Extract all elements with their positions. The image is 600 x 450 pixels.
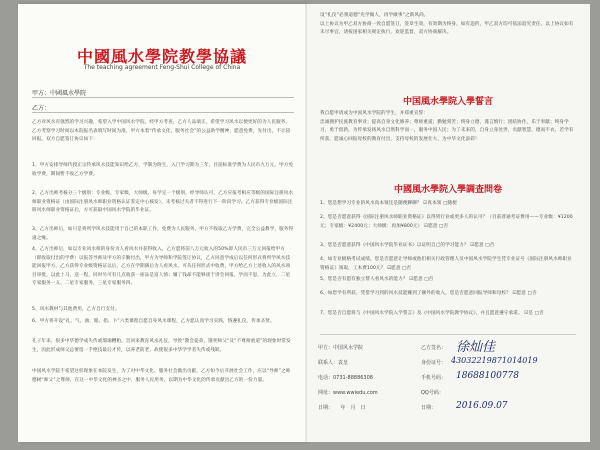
handwritten-date: 2016.09.07 [456,401,508,411]
agreement-item-5: 5、风水教材与其他费用，乙方自行支付。 [32,307,120,312]
survey-item-4: 4、如专业级格考试成绩，您是否愿意让导师或他们相关行政管理人员中国风水学院学生凭专业证号《国际注册风水师职业资格证》领取，工本费100元？ ☑愿意 □否 [320,257,572,271]
party-a-line [32,97,294,98]
oath-title: 中国風水學院入學誓言 [402,97,493,107]
party-b: 乙方： [32,105,51,112]
agreement-item-6: 6、甲方将开设“礼、气、曲、眼、指、卜”六类课程自愿自身风水课程，乙方愿认真学习实践，恪遵礼仪，传承圣贤。 [32,319,275,324]
party-a-date: 日期： 年 月 日 [318,405,366,411]
survey-item-5: 5、您是否有愿有独立帮人看风水的能力？ ☑愿意 □否 [320,277,434,282]
party-a: 甲方：中國風水學院 [32,90,87,97]
party-b-id-label: 身份证号： [421,360,447,366]
page-fold [305,4,307,442]
survey-item-2: 2、您是否愿意获得《国际注册风水师职业资格证》以得到行业或更多人的认可？（目前普通考证费用——专业级：¥1200元；专家级：¥2400元；大师级：再加¥800元） ☑愿意 □否 [320,215,573,229]
party-b-sign-label: 乙方签名： [421,345,447,351]
party-a-phone: 电话：0731-88886308 [318,375,373,381]
survey-item-1: 1、您是想学习专业的风水真本领还是随便聊聊？ ☑真本领 □随便 [320,201,457,206]
agreement-subtitle: The teaching agreement Feng-Shui College of China [83,64,241,71]
survey-item-6: 6、如您学有所获，凭借学习到的风水技能赚到了额外的收入，您是否愿意回报导师和母校？ ☑愿意 □否 [320,291,537,296]
survey-item-3: 3、您是否愿意获得《中国风水学院毕业证书》以证明自己的学习能力？ ☑愿意 □否 [320,243,495,248]
agreement-page-left [18,4,306,442]
party-b-line [32,112,294,113]
party-b-date-label: 日期： [421,405,437,411]
agreement-closing: 设“礼仪”必须道德“先学做人，再学做事”之新风尚。 以上协议为甲乙双方协商一致自愿签订，签章生效，有效期为终身，如有违约，甲乙双方均可依法追究责任。以上协议如有未尽事宜，请按国家相关规定执行，欢迎监督，双方协商解决。 [320,13,574,36]
party-a-web: 网址：www.wwiedu.com [318,390,378,396]
oath-text: 我自愿申请成为中国风水学院的学生，并郑重宣誓： 忠诚拥护民族教育事业；提高自身文化修养；尊师重道；勤勉刻苦；终身立德，谨言慎行；团结协作，乐于奉献；终身学习，勇于创新，为传承发扬风水自然科学而一，服务中国人民；为了未来的，自身立身处世，贡献智慧，德而不衣，若学有所获，愿诚心回报母校的教育付出，支持母校的发展壮大，为中华文化添彩！ [320,111,574,142]
agreement-item-1: 1、甲方安排导师传授正宗传承风水技能知识给乙方，学制为终生，入门学习期为三年，目前标准学费为人民币九万元，甲方免收学费，期间暂不收乙方学费。 [32,163,294,177]
signature-divider [320,334,576,335]
party-a-contact: 联系人：袁皇 [318,360,349,366]
party-a-label: 甲方：中国风水学院 [318,345,364,351]
party-b-mobile-label: 手机号码： [421,375,447,381]
agreement-intro: 乙方对风水有强烈的学习兴趣，希望入学中国风水学院，经甲方考查，乙方人品端正，希望学习风水以便更好的为人民服务。 乙方考察学习时间以本院报名表填写时间为准，甲方本着“传承文化，服务社会”的公益助学精神，愿意免费，先付出，不计较回报。双方自愿签订协议如下： [32,120,291,143]
handwritten-mobile: 18688100778 [456,371,519,381]
agreement-title: 中國風水學院教學協議 [76,47,247,66]
survey-item-7: 7、您是否自愿将与《中国风水学院入学誓言》及《中国风水学院教学协议》，并且愿意遵守承诺。 ☑是 □否 [320,311,544,316]
agreement-page-right [306,4,590,442]
handwritten-name: 徐灿佳 [456,340,496,355]
agreement-item-8: 中国风水学院不希望这样现象在本院发生，为了对中华文化、服务社会做出贡献，乙方如今后开展社会工作，应以“导师”之师德树“师父”之尊师，在这一中华文化的神圣之中，服务人民用务，以期为中华文化的传承贡献出乙方的一份力量。 [32,369,291,383]
party-b-qq-label: QQ号码： [421,390,444,396]
agreement-item-4: 4、乙方出师后，如以专业风水师的身份为人看风水并获得收入，乙方愿将前八万元收入的50%即人民币三万元回报给甲方（即收取付出的学费）以报答导师及甲方的辛勤付出，甲方为导师和学院签订协议，乙方同意学成后以任何形式将所学风水技能回报甲方。乙方获得专业级资格证以后，乙方在学期满后为人看风水，可从任何形式中收费，甲方给乙方上述收入的风水项目审批，以此上马，送一程，同时另可有几点收获一座品是富人情；嫌了钱却不能够谈于讲会回报，学而不思，为此立，二星专家服务一五、二星专家服务，三星专家服务四。 [32,247,291,287]
handwritten-id: 43032219871014019 [451,356,538,365]
agreement-item-2: 2、乙方出师考核分三个级别：专业级，专家级，大师级。每学完一个级别，经导师认可，乙方应报考相应等级的国际注册风水师职业资格证（由国际注册风水师职业资格认证鉴定中心核发），未考核过关者不得进行下一阶段学习。乙方获得专业级国际注册风水师职业资格证后，方可获取中国风水学院的毕业证。 [32,191,294,214]
survey-title: 中國風水學院入學調查問卷 [393,185,502,195]
agreement-item-3: 3、乙方出师后，如只是将所学风水技能用于自己的本职工作，免费为人民服务，甲方不收取乙方学费，完全公益教学，服务得道之缘。 [32,227,294,241]
agreement-item-7: 孔子年来，很多中华德学成失传或瑕瑜糟粕，旨回来教育风水礼仪，导致“教会徒弟，饿死师父”及“不尊师重道”的现象时常发生，因此形成师父总要留一手绝技最后才传，以养老防老，故使很多中华学学者失传或残缺。 [32,339,291,353]
